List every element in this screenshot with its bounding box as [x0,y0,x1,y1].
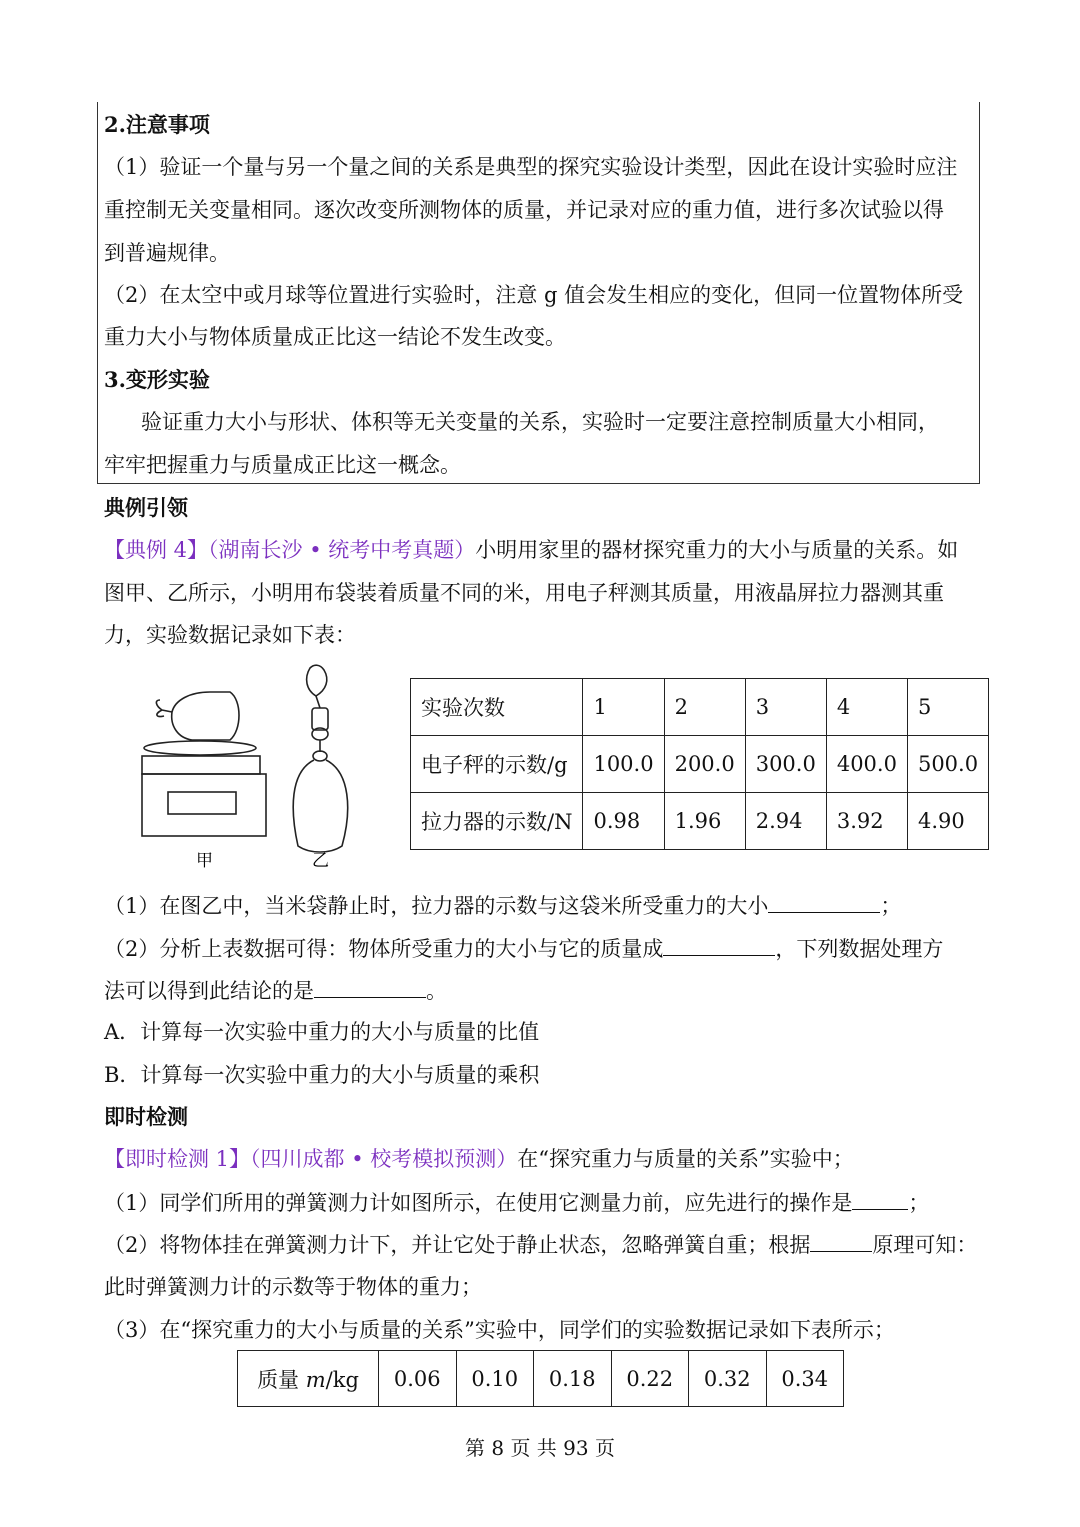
header-unit: /kg [325,1367,359,1392]
quiz-tag: 【即时检测 1】（四川成都 • 校考模拟预测） [104,1147,518,1171]
table-cell: 0.98 [583,793,664,850]
table-cell: 1 [583,679,664,736]
answer-blank[interactable] [314,975,426,998]
table-cell: 0.10 [456,1351,534,1407]
table-cell: 3 [745,679,826,736]
quiz-intro-text: 在“探究重力与质量的关系”实验中； [517,1147,854,1171]
option-a: A．计算每一次实验中重力的大小与质量的比值 [104,1020,540,1044]
question-text: ，下列数据处理方 [775,937,944,961]
note-1-line-2: 重控制无关变量相同。逐次改变所测物体的质量，并记录对应的重力值，进行多次试验以得 [104,198,944,222]
example-tag: 【典例 4】（湖南长沙 • 统考中考真题） [104,538,476,562]
example-question-2 [104,933,943,964]
option-b: B．计算每一次实验中重力的大小与质量的乘积 [104,1063,540,1087]
example-question-1 [104,890,901,921]
answer-blank[interactable] [663,933,775,956]
table-cell: 拉力器的示数/N [411,793,583,850]
table-cell: 5 [907,679,988,736]
table-row [411,793,989,850]
question-text: （2）分析上表数据可得：物体所受重力的大小与它的质量成 [104,937,664,961]
scale-drawing [142,692,266,836]
example-intro-line-2: 图甲、乙所示，小明用布袋装着质量不同的米，用电子秤测其质量，用液晶屏拉力器测其重 [104,581,944,605]
table-row [411,679,989,736]
note-1-line-1: （1）验证一个量与另一个量之间的关系是典型的探究实验设计类型，因此在设计实验时应注 [104,155,958,179]
table-cell: 300.0 [745,736,826,793]
table-cell: 200.0 [664,736,745,793]
table-cell: 400.0 [826,736,907,793]
header-text: 质量 [257,1367,306,1392]
example-question-2-cont [104,975,447,1006]
question-text: （1）在图乙中，当米袋静止时，拉力器的示数与这袋米所受重力的大小 [104,894,769,918]
question-punct: ； [908,1191,930,1215]
quiz-question-1 [104,1187,929,1218]
answer-blank[interactable] [768,890,880,913]
table-cell: 2 [664,679,745,736]
table-cell: 4.90 [907,793,988,850]
quiz-intro [104,1144,854,1174]
table-header-cell [238,1351,379,1407]
note-3-line-1: 验证重力大小与形状、体积等无关变量的关系，实验时一定要注意控制质量大小相同， [141,410,939,434]
question-text: 法可以得到此结论的是 [104,979,314,1003]
table-cell: 3.92 [826,793,907,850]
table-cell: 1.96 [664,793,745,850]
table-cell: 0.18 [534,1351,612,1407]
table-cell: 电子秤的示数/g [411,736,583,793]
answer-blank[interactable] [852,1187,908,1210]
question-punct: ； [880,894,902,918]
note-2-line-2: 重力大小与物体质量成正比这一结论不发生改变。 [104,325,566,349]
quiz-question-2 [104,1229,977,1260]
figure-label-yi: 乙 [312,851,329,871]
note-1-line-3: 到普遍规律。 [104,241,230,265]
heading-variant: 3.变形实验 [104,367,210,392]
section-title-quiz: 即时检测 [104,1104,188,1129]
header-variable: m [305,1367,326,1392]
section-title-example: 典例引领 [104,495,188,520]
table-cell: 0.34 [766,1351,844,1407]
puller-drawing [293,665,347,852]
page-footer: 第 8 页 共 93 页 [465,1436,615,1460]
table-row [238,1351,844,1407]
table-cell: 实验次数 [411,679,583,736]
quiz-data-table [237,1350,844,1407]
example-intro-line-1 [104,535,958,565]
note-3-line-2: 牢牢把握重力与质量成正比这一概念。 [104,453,461,477]
example-data-table [410,678,989,850]
question-text: （2）将物体挂在弹簧测力计下，并让它处于静止状态，忽略弹簧自重；根据 [104,1233,811,1257]
answer-blank[interactable] [810,1229,872,1252]
note-2-line-1: （2）在太空中或月球等位置进行实验时，注意 g 值会发生相应的变化，但同一位置物体所受 [104,283,964,307]
heading-notes: 2.注意事项 [104,112,210,137]
example-intro-line-3: 力，实验数据记录如下表： [104,623,356,647]
table-cell: 500.0 [907,736,988,793]
table-cell: 0.22 [611,1351,689,1407]
example-intro-text: 小明用家里的器材探究重力的大小与质量的关系。如 [475,538,959,562]
question-text: 原理可知： [872,1233,978,1257]
question-punct: 。 [426,979,447,1003]
quiz-question-2-cont: 此时弹簧测力计的示数等于物体的重力； [104,1275,482,1299]
question-text: （1）同学们所用的弹簧测力计如图所示，在使用它测量力前，应先进行的操作是 [104,1191,853,1215]
table-cell: 0.06 [379,1351,457,1407]
table-cell: 2.94 [745,793,826,850]
table-row [411,736,989,793]
table-cell: 4 [826,679,907,736]
figure-label-jia: 甲 [196,851,213,871]
quiz-question-3: （3）在“探究重力的大小与质量的关系”实验中，同学们的实验数据记录如下表所示； [104,1318,895,1342]
experiment-figure [130,660,370,875]
table-cell: 100.0 [583,736,664,793]
table-cell: 0.32 [689,1351,767,1407]
